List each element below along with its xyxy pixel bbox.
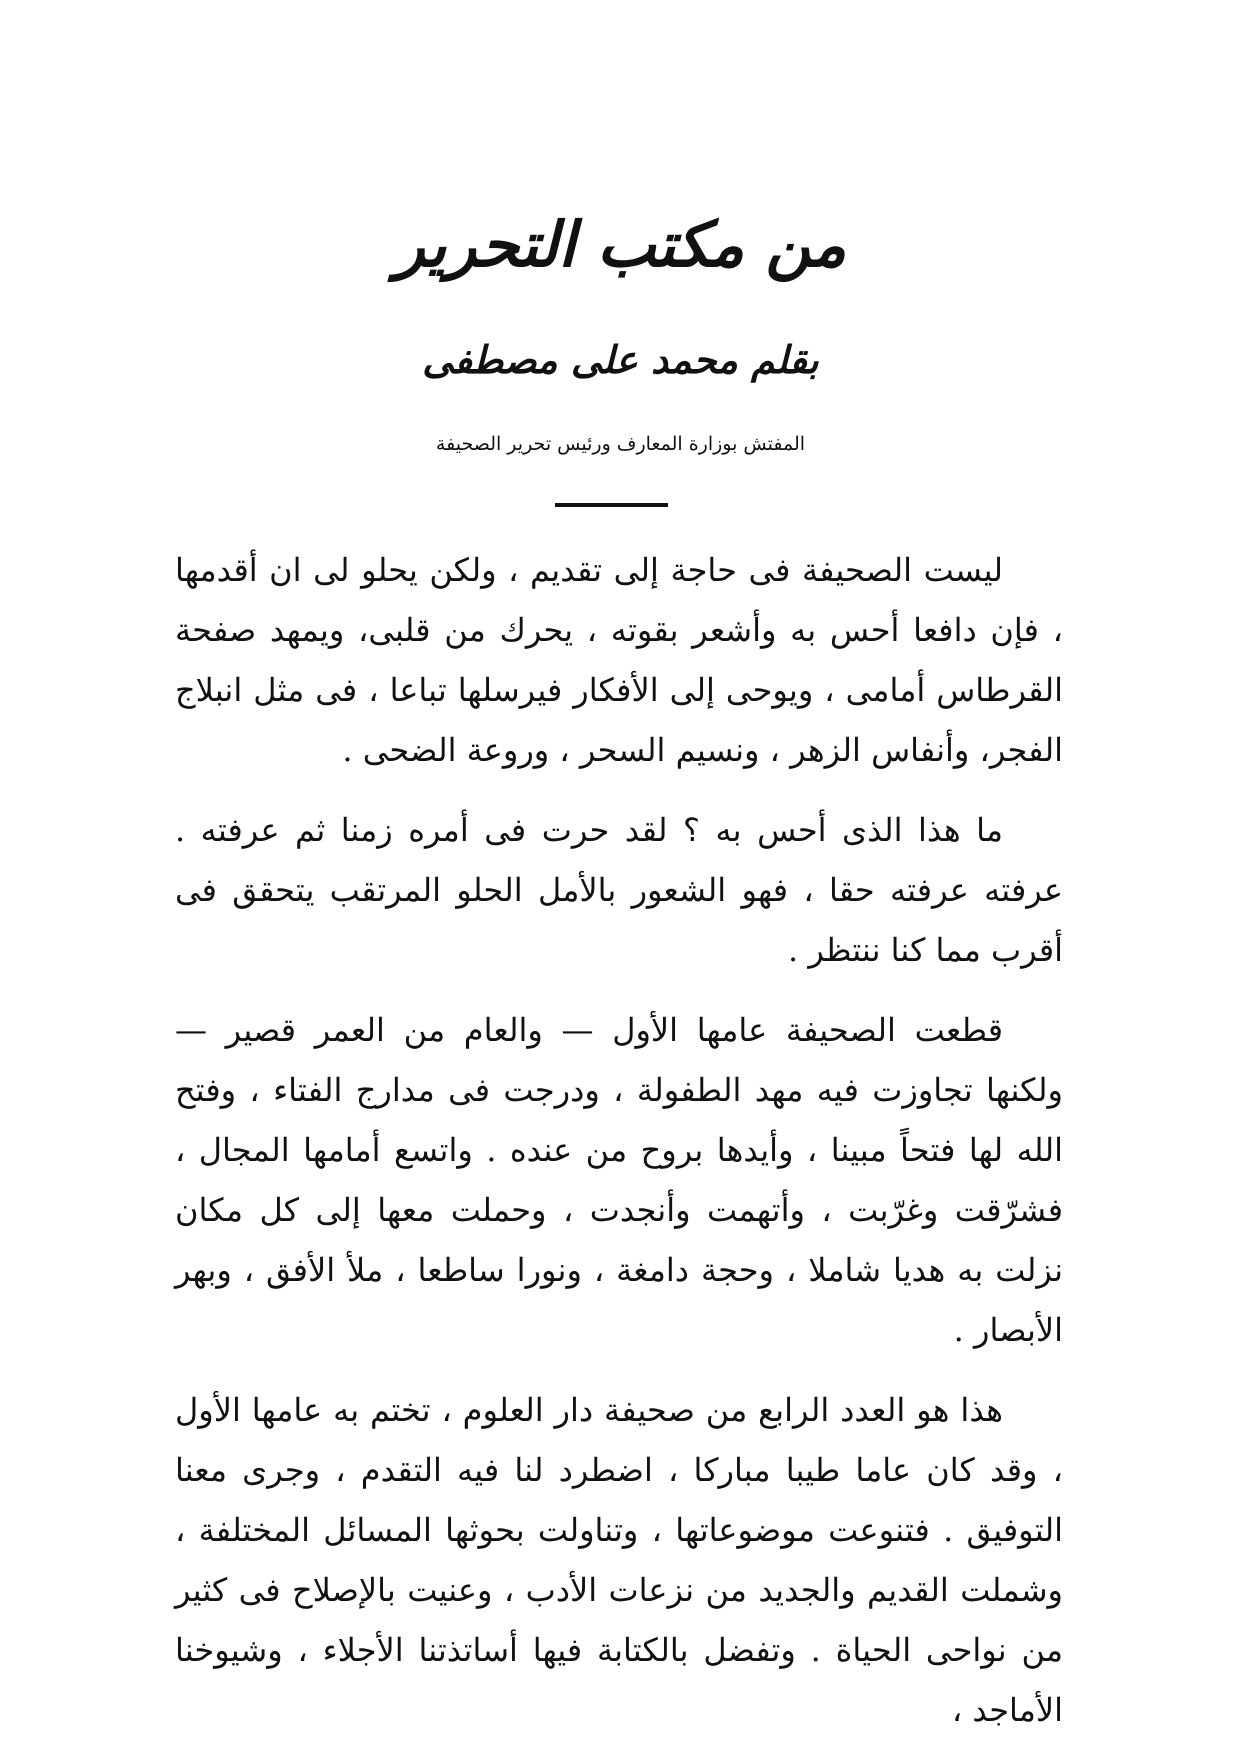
title-divider [555,503,668,507]
article-body [175,540,1063,1760]
paragraph-2: ما هذا الذى أحس به ؟ لقد حرت فى أمره زمنا ثم عرفته . عرفته عرفته حقا ، فهو الشعور بالأمل الحلو المرتقب يتحقق فى أقرب مما كنا ننتظر . [175,811,1063,969]
author-position: المفتش بوزارة المعارف ورئيس تحرير الصحيفة [435,433,806,455]
paragraph-4: هذا هو العدد الرابع من صحيفة دار العلوم ، تختم به عامها الأول ، وقد كان عاما طيبا مباركا ، اضطرد لنا فيه التقدم ، وجرى معنا التوفيق . فتنوعت موضوعاتها ، وتناولت بحوثها المسائل المختلفة ، وشملت القديم والجديد من نزعات الأدب ، وعنيت بالإصلاح فى كثير من نواحى الحياة . وتفضل بالكتابة فيها أساتذتنا الأجلاء ، وشيوخنا الأماجد ، [175,1391,1064,1729]
author-byline: بقلم محمد على مصطفى [422,337,819,382]
paragraph-1: ليست الصحيفة فى حاجة إلى تقديم ، ولكن يحلو لى ان أقدمها ، فإن دافعا أحس به وأشعر بقوته ، يحرك من قلبى، ويمهد صفحة القرطاس أمامى ، ويوحى إلى الأفكار فيرسلها تباعا ، فى مثل انبلاج الفجر، وأنفاس الزهر ، ونسيم السحر ، وروعة الضحى . [175,551,1063,769]
page-title: من مكتب التحرير [394,208,847,281]
paragraph-3: قطعت الصحيفة عامها الأول — والعام من العمر قصير — ولكنها تجاوزت فيه مهد الطفولة ، ودرجت فى مدارج الفتاء ، وفتح الله لها فتحاً مبينا ، وأيدها بروح من عنده . واتسع أمامها المجال ، فشرّقت وغرّبت ، وأتهمت وأنجدت ، وحملت معها إلى كل مكان نزلت به هديا شاملا ، وحجة دامغة ، ونورا ساطعا ، ملأ الأفق ، وبهر الأبصار . [175,1011,1064,1349]
